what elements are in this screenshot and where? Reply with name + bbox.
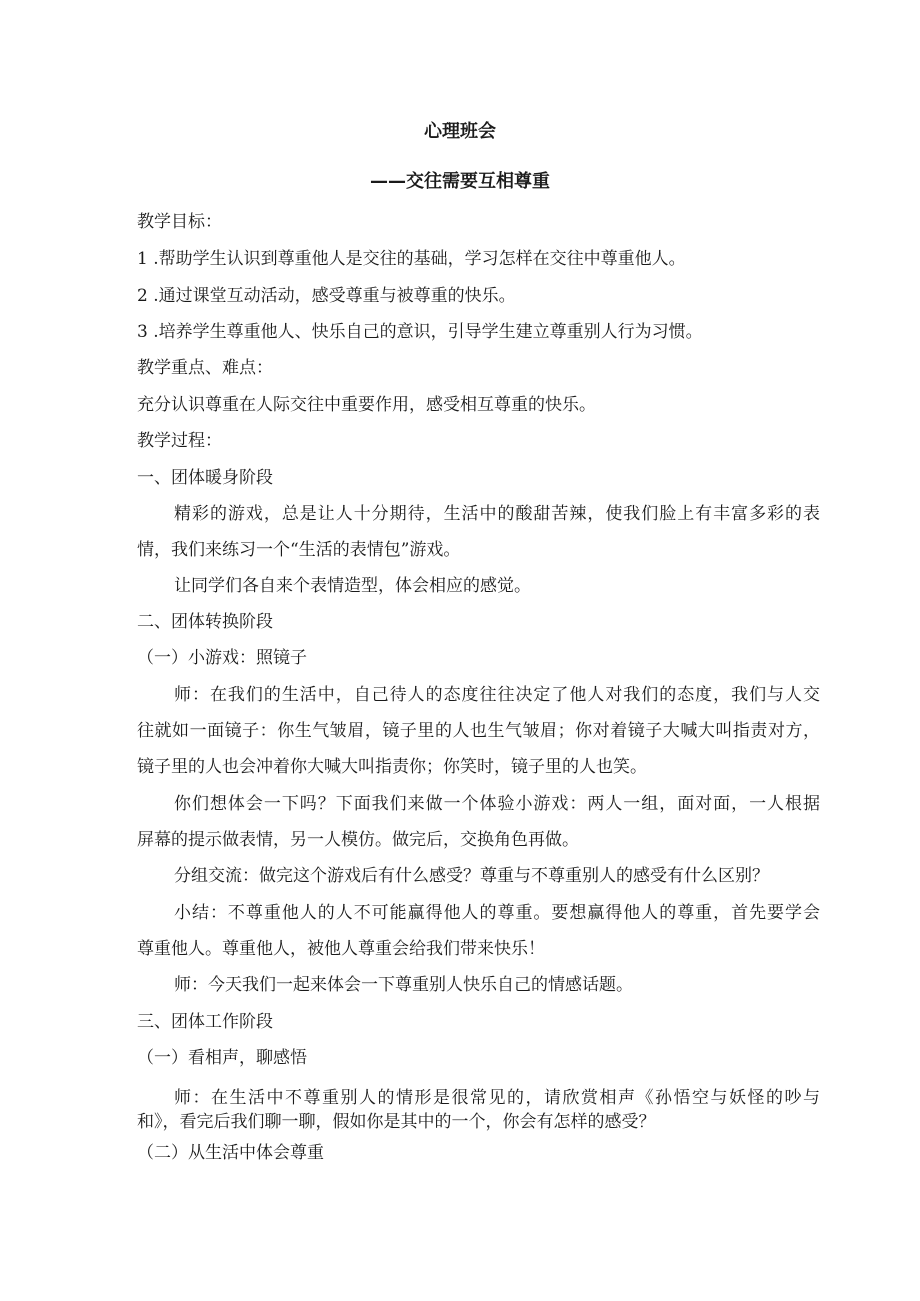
paragraph-line: 你们想体会一下吗？下面我们来做一个体验小游戏：两人一组，面对面，一人根据: [174, 794, 820, 814]
page-subtitle: ——交往需要互相尊重: [370, 171, 550, 192]
goal-item: 1 .帮助学生认识到尊重他人是交往的基础，学习怎样在交往中尊重他人。: [137, 249, 686, 269]
page-title: 心理班会: [424, 121, 496, 142]
goal-item: 2 .通过课堂互动活动，感受尊重与被尊重的快乐。: [137, 286, 516, 306]
paragraph-line: 师：在生活中不尊重别人的情形是很常见的，请欣赏相声《孙悟空与妖怪的吵与: [174, 1088, 820, 1108]
stage3-subheading: （二）从生活中体会尊重: [137, 1143, 324, 1163]
stage2-heading: 二、团体转换阶段: [137, 612, 273, 632]
paragraph-line: 让同学们各自来个表情造型，体会相应的感觉。: [174, 576, 531, 596]
goals-heading: 教学目标：: [137, 212, 222, 232]
stage2-subheading: （一）小游戏：照镜子: [137, 648, 307, 668]
paragraph-line: 分组交流：做完这个游戏后有什么感受？尊重与不尊重别人的感受有什么区别？: [174, 866, 769, 886]
stage1-heading: 一、团体暖身阶段: [137, 468, 273, 488]
paragraph-line: 屏幕的提示做表情，另一人模仿。做完后，交换角色再做。: [137, 830, 579, 850]
paragraph-line: 师：今天我们一起来体会一下尊重别人快乐自己的情感话题。: [174, 975, 633, 995]
stage3-subheading: （一）看相声，聊感悟: [137, 1048, 307, 1068]
paragraph-line: 镜子里的人也会冲着你大喊大叫指责你；你笑时，镜子里的人也笑。: [137, 757, 647, 777]
stage3-heading: 三、团体工作阶段: [137, 1012, 273, 1032]
paragraph-line: 和》，看完后我们聊一聊，假如你是其中的一个，你会有怎样的感受？: [137, 1112, 656, 1132]
paragraph-line: 精彩的游戏，总是让人十分期待，生活中的酸甜苦辣，使我们脸上有丰富多彩的表: [174, 504, 820, 524]
goal-item: 3 .培养学生尊重他人、快乐自己的意识，引导学生建立尊重别人行为习惯。: [137, 322, 703, 342]
paragraph-line: 往就如一面镜子：你生气皱眉，镜子里的人也生气皱眉；你对着镜子大喊大叫指责对方，: [137, 721, 820, 741]
key-heading: 教学重点、难点：: [137, 358, 273, 378]
process-heading: 教学过程：: [137, 431, 222, 451]
paragraph-line: 小结：不尊重他人的人不可能赢得他人的尊重。要想赢得他人的尊重，首先要学会: [174, 903, 820, 923]
paragraph-line: 师：在我们的生活中，自己待人的态度往往决定了他人对我们的态度，我们与人交: [174, 685, 820, 705]
paragraph-line: 尊重他人。尊重他人，被他人尊重会给我们带来快乐！: [137, 939, 545, 959]
paragraph-line: 情，我们来练习一个“生活的表情包”游戏。: [137, 540, 461, 560]
key-text: 充分认识尊重在人际交往中重要作用，感受相互尊重的快乐。: [137, 395, 596, 415]
